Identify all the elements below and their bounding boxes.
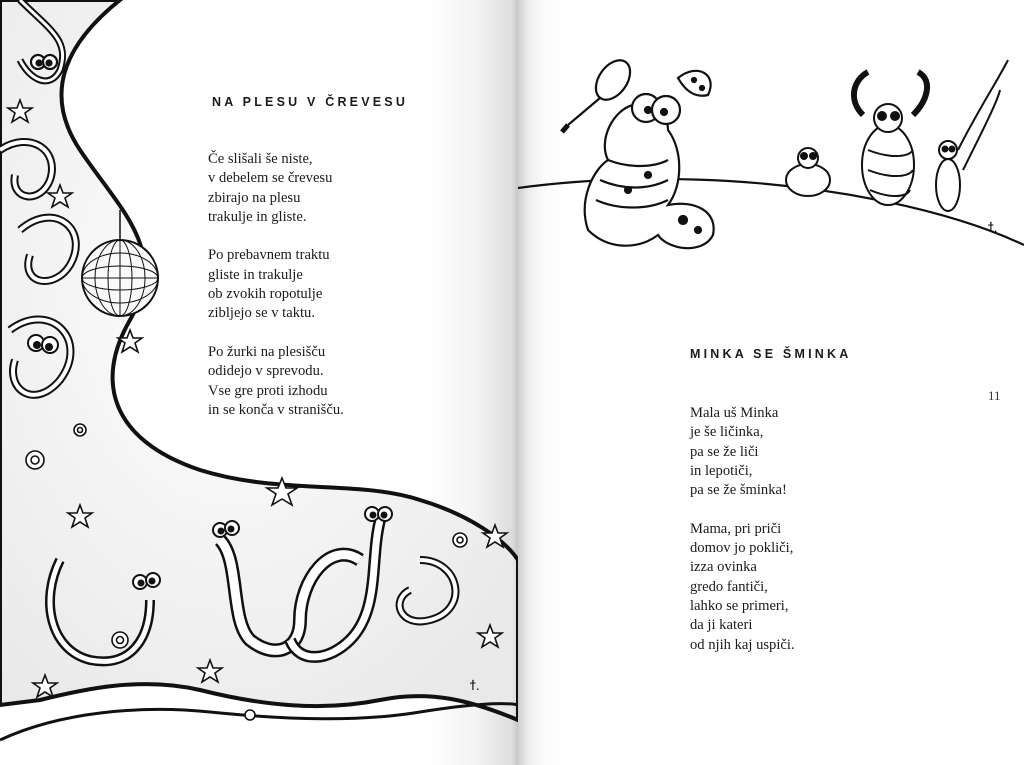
- stanza: [690, 520, 795, 655]
- poem-line: trakulje in gliste.: [208, 208, 307, 225]
- poem-left: [208, 150, 344, 439]
- intestine-lower-edge: [0, 704, 518, 740]
- poem-line: Po prebavnem traktu: [208, 247, 330, 264]
- right-page: [518, 0, 1024, 765]
- poem-line: pa se že šminka!: [690, 482, 787, 499]
- poem-line: od njih kaj uspiči.: [690, 636, 795, 653]
- stanza: [208, 343, 344, 420]
- poem-line: Po žurki na plesišču: [208, 343, 326, 360]
- poem-line: lahko se primeri,: [690, 597, 789, 614]
- poem-title-left: NA PLESU V ČREVESU: [212, 95, 409, 109]
- poem-line: v debelem se črevesu: [208, 170, 333, 187]
- poem-line: zibljejo se v taktu.: [208, 305, 315, 322]
- stanza: [208, 246, 344, 323]
- poem-title-right: MINKA SE ŠMINKA: [690, 347, 852, 361]
- poem-line: Če slišali še niste,: [208, 151, 313, 167]
- artist-signature: ϯ.: [470, 677, 480, 693]
- poem-line: domov jo pokliči,: [690, 540, 794, 557]
- poem-line: zbirajo na plesu: [208, 189, 301, 206]
- poem-line: je še ličinka,: [690, 424, 764, 441]
- poem-line: Mama, pri priči: [690, 520, 782, 537]
- stanza: [690, 404, 795, 500]
- page-number: 11: [988, 388, 1001, 403]
- poem-line: gredo fantiči,: [690, 578, 768, 595]
- poem-line: izza ovinka: [690, 559, 757, 576]
- poem-line: Vse gre proti izhodu: [208, 382, 328, 399]
- stanza: [208, 150, 344, 227]
- poem-line: odidejo v sprevodu.: [208, 363, 324, 380]
- poem-line: Mala uš Minka: [690, 405, 779, 421]
- poem-line: gliste in trakulje: [208, 266, 303, 283]
- artist-signature: ϯ.: [988, 219, 998, 235]
- beetles: [786, 60, 1008, 211]
- poem-line: ob zvokih ropotulje: [208, 286, 323, 303]
- poem-line: pa se že liči: [690, 443, 759, 460]
- worm-mid-left: [28, 335, 58, 353]
- poem-line: in lepotiči,: [690, 462, 753, 479]
- poem-line: in se konča v stranišču.: [208, 401, 344, 418]
- poem-right: [690, 404, 795, 674]
- poem-line: da ji kateri: [690, 617, 753, 634]
